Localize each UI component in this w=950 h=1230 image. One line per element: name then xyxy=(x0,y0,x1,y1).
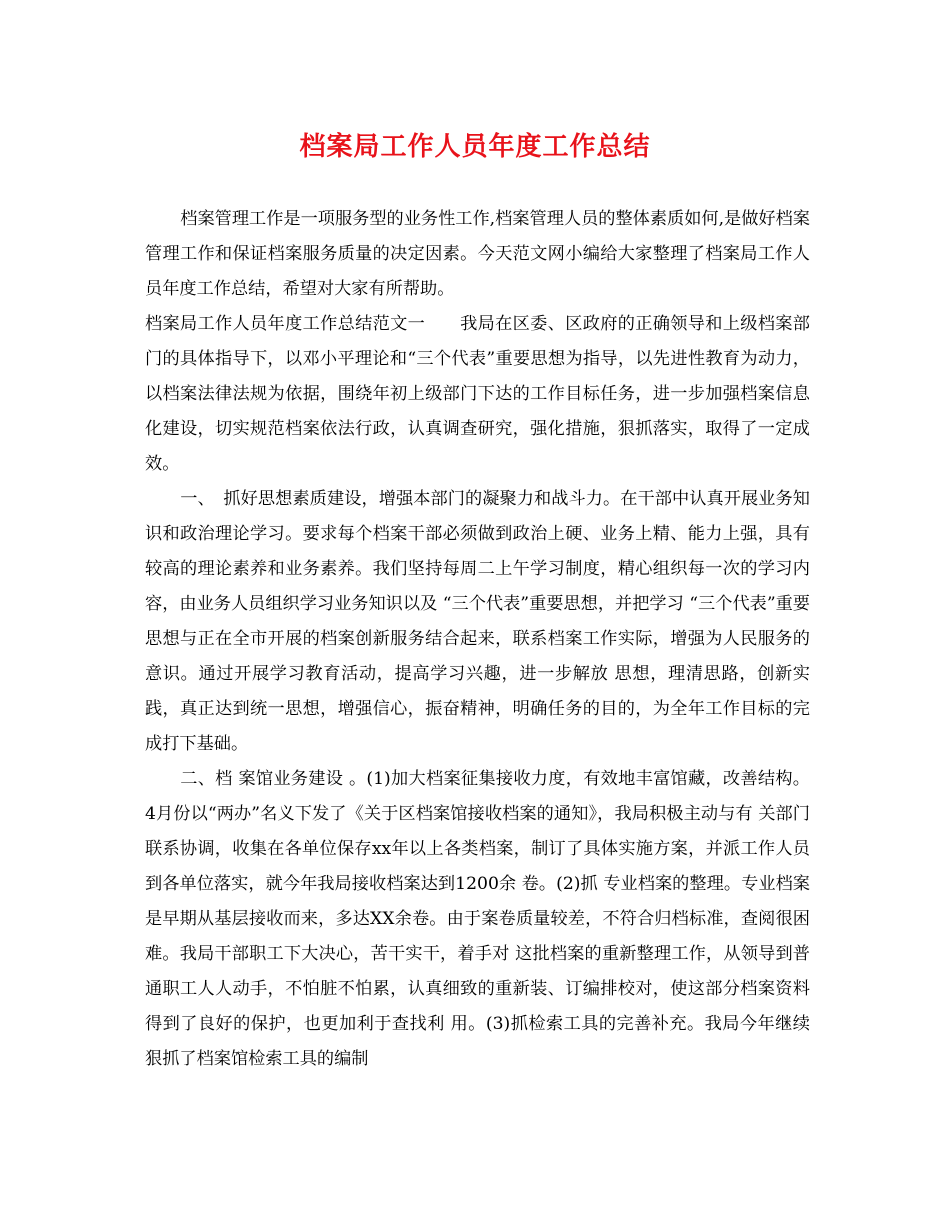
paragraph-sample-one: 档案局工作人员年度工作总结范文一 我局在区委、区政府的正确领导和上级档案部门的具体指导下，以邓小平理论和“三个代表”重要思想为指导，以先进性教育为动力，以档案法律法规为依据，围绕年初上级部门下达的工作目标任务，进一步加强档案信息化建设，切实规范档案依法行政，认真调查研究，强化措施，狠抓落实，取得了一定成效。 xyxy=(145,314,810,474)
paragraph-intro: 档案管理工作是一项服务型的业务性工作,档案管理人员的整体素质如何,是做好档案管理工作和保证档案服务质量的决定因素。今天范文网小编给大家整理了档案局工作人员年度工作总结，希望对大家有所帮助。 xyxy=(145,209,810,299)
document-title: 档案局工作人员年度工作总结 xyxy=(299,132,651,162)
paragraph-section-two: 二、档 案馆业务建设 。(1)加大档案征集接收力度，有效地丰富馆藏，改善结构。4月份以“两办”名义下发了《关于区档案馆接收档案的通知》，我局积极主动与有 关部门联系协调，收集在各单位保存xx年以上各类档案，制订了具体实施方案，并派工作人员到各单位落实，就今年我局接收档案达到1200余 卷。(2)抓 专业档案的整理。专业档案是早期从基层接收而来，多达XX余卷。由于案卷质量较差，不符合归档标准，查阅很困难。我局干部职工下大决心，苦干实干，着手对 这批档案的重新整理工作，从领导到普通职工人人动手，不怕脏不怕累，认真细致的重新装、订编排校对，使这部分档案资料得到了良好的保护，也更加利于查找利 用。(3)抓检索工具的完善补充。我局今年继续狠抓了档案馆检索工具的编制 xyxy=(145,769,810,1069)
document-body xyxy=(145,202,810,1077)
paragraph-section-one: 一、 抓好思想素质建设，增强本部门的凝聚力和战斗力。在干部中认真开展业务知识和政治理论学习。要求每个档案干部必须做到政治上硬、业务上精、能力上强，具有 较高的理论素养和业务素养。我们坚持每周二上午学习制度，精心组织每一次的学习内容，由业务人员组织学习业务知识以及 “三个代表”重要思想，并把学习 “三个代表”重要思想与正在全市开展的档案创新服务结合起来，联系档案工作实际，增强为人民服务的意识。通过开展学习教育活动，提高学习兴趣，进一步解放 思想，理清思路，创新实践，真正达到统一思想，增强信心，振奋精神，明确任务的目的，为全年工作目标的完成打下基础。 xyxy=(145,489,810,754)
